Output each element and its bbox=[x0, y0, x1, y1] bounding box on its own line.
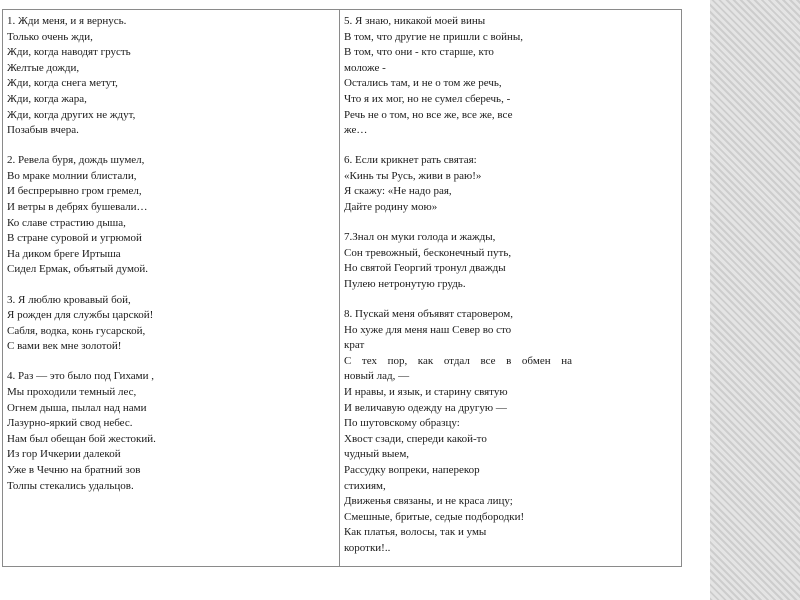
poem-line: 6. Если крикнет рать святая: bbox=[344, 154, 477, 167]
poem-line: В том, что другие не пришли с войны, bbox=[344, 30, 523, 43]
poem-line: Лазурно-яркий свод небес. bbox=[7, 417, 133, 430]
poem-line: «Кинь ты Русь, живи в раю!» bbox=[344, 169, 482, 182]
poem-line: 4. Раз — это было под Гихами , bbox=[7, 370, 155, 383]
poem-line: В том, что они - кто старше, кто bbox=[344, 46, 494, 59]
poem-line: Из гор Ичкерии далекой bbox=[7, 448, 121, 461]
left-column bbox=[3, 10, 340, 566]
poem-line: Хвост сзади, спереди какой-то bbox=[344, 432, 487, 445]
poem-line: Уже в Чечню на братний зов bbox=[7, 463, 141, 476]
poem-line: Смешные, бритые, седые подбородки! bbox=[344, 510, 525, 523]
decorative-stripe bbox=[710, 0, 800, 600]
stanza bbox=[7, 14, 339, 139]
poem-line: Только очень жди, bbox=[7, 30, 93, 43]
poem-line: И величавую одежду на другую — bbox=[344, 401, 507, 414]
poem-line: Пулею нетронутую грудь. bbox=[344, 277, 466, 290]
poem-line: 5. Я знаю, никакой моей вины bbox=[344, 15, 486, 27]
poem-line: И ветры в дебрях бушевали… bbox=[7, 201, 148, 214]
stanza bbox=[344, 307, 681, 557]
poem-line: На диком бреге Иртыша bbox=[7, 247, 121, 260]
poem-line: Но святой Георгий тронул дважды bbox=[344, 262, 506, 275]
poem-line: чудный выем, bbox=[344, 448, 410, 461]
poem-line: же… bbox=[344, 124, 368, 137]
poem-line: Жди, когда наводят грусть bbox=[7, 46, 131, 59]
poem-line: Сидел Ермак, объятый думой. bbox=[7, 263, 149, 276]
poems-table bbox=[2, 9, 682, 567]
poem-line: Толпы стекались удальцов. bbox=[7, 479, 134, 492]
poem-line: моложе - bbox=[344, 61, 386, 74]
poem-line: стихиям, bbox=[344, 479, 386, 492]
poem-line: По шутовскому образцу: bbox=[344, 417, 460, 430]
poem-line: Но хуже для меня наш Север во сто bbox=[344, 323, 512, 336]
stanza bbox=[7, 153, 339, 278]
poem-line: Жди, когда других не ждут, bbox=[7, 108, 136, 121]
poem-line: Жди, когда жара, bbox=[7, 92, 87, 105]
poem-line: С вами век мне золотой! bbox=[7, 340, 122, 353]
poem-line: Как платья, волосы, так и умы bbox=[344, 526, 487, 539]
poem-line: 8. Пускай меня объявят старовером, bbox=[344, 308, 514, 320]
stanza bbox=[344, 153, 681, 215]
poem-line: Ко славе страстию дыша, bbox=[7, 216, 126, 229]
stanza bbox=[344, 14, 681, 139]
poem-line: 3. Я люблю кровавый бой, bbox=[7, 293, 131, 306]
poem-line: новый лад, — bbox=[344, 370, 410, 383]
poem-line: крат bbox=[344, 339, 365, 352]
poem-line: Речь не о том, но все же, все же, все bbox=[344, 108, 513, 121]
poem-line: Остались там, и не о том же речь, bbox=[344, 77, 502, 90]
poem-line: Я скажу: «Не надо рая, bbox=[344, 185, 452, 198]
stanza bbox=[344, 230, 681, 292]
poem-line: Мы проходили темный лес, bbox=[7, 385, 137, 398]
poem-line: Жди, когда снега метут, bbox=[7, 77, 118, 90]
right-column bbox=[340, 10, 681, 566]
poem-line: Что я их мог, но не сумел сберечь, - bbox=[344, 92, 511, 105]
poem-line: Нам был обещан бой жестокий. bbox=[7, 432, 156, 445]
poem-line: Сон тревожный, бесконечный путь, bbox=[344, 246, 512, 259]
stanza bbox=[7, 293, 339, 355]
poem-line: Огнем дыша, пылал над нами bbox=[7, 401, 147, 414]
poem-line: 7.Знал он муки голода и жажды, bbox=[344, 231, 496, 244]
poem-line: Я рожден для службы царской! bbox=[7, 309, 154, 322]
poem-line: 2. Ревела буря, дождь шумел, bbox=[7, 154, 145, 167]
poem-line: Движенья связаны, и не краса лицу; bbox=[344, 495, 513, 508]
poem-line: Сабля, водка, конь гусарской, bbox=[7, 324, 146, 337]
poem-line: Рассудку вопреки, наперекор bbox=[344, 463, 480, 476]
poem-line: Дайте родину мою» bbox=[344, 201, 438, 214]
poem-line: Во мраке молнии блистали, bbox=[7, 169, 137, 182]
poem-line: С тех пор, как отдал все в обмен на bbox=[344, 354, 572, 367]
poem-line: В стране суровой и угрюмой bbox=[7, 232, 142, 245]
poem-line: Позабыв вчера. bbox=[7, 124, 79, 137]
poem-line: 1. Жди меня, и я вернусь. bbox=[7, 15, 127, 27]
stanza bbox=[7, 369, 339, 494]
poem-line: И беспрерывно гром гремел, bbox=[7, 185, 142, 198]
poem-line: коротки!.. bbox=[344, 541, 391, 554]
poem-line: И нравы, и язык, и старину святую bbox=[344, 385, 508, 398]
poem-line: Желтые дожди, bbox=[7, 61, 80, 74]
